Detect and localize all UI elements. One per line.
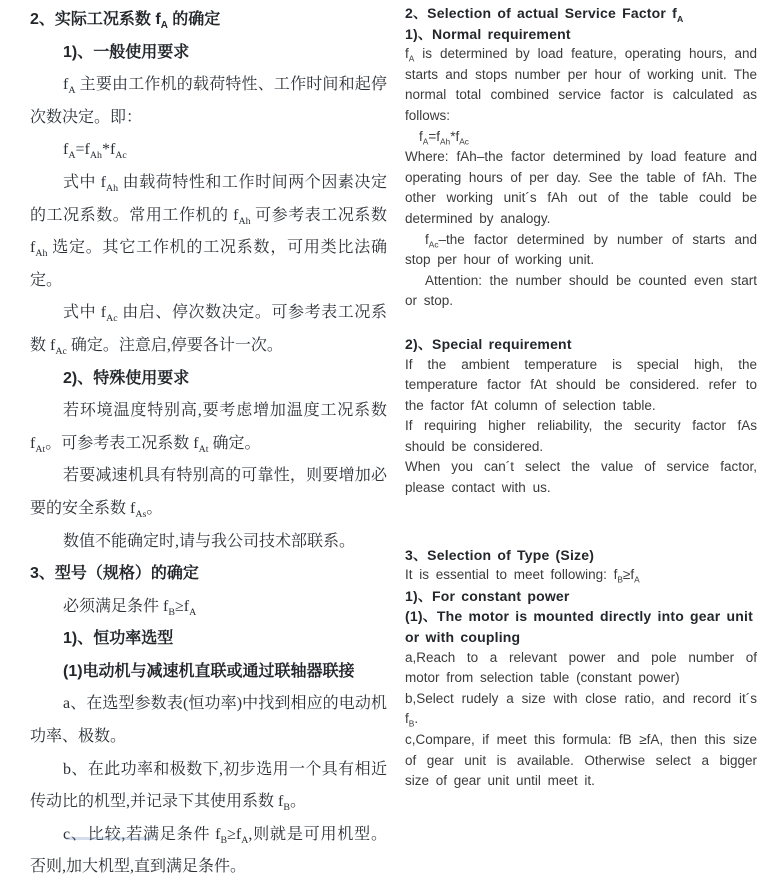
paragraph: 若要减速机具有特别高的可靠性，则要增加必要的安全系数 $f_{As}$。 <box>30 467 387 521</box>
paragraph: a,Reach to a relevant power and pole number of motor from selection table (constant power) <box>405 649 757 686</box>
paragraph: When you can´t select the value of service factor, please contact with us. <box>405 459 757 496</box>
paragraph: $f_A$ is determined by load feature, operating hours, and starts and stops number per hour of working unit. The normal total combined service factor is calculated as follows: <box>405 46 757 123</box>
paragraph: If requiring higher reliability, the security factor fAs should be considered. <box>405 418 757 454</box>
paragraph: Where: fAh–the factor determined by load feature and operating hours of per day. See the table of fAh. The other working unit´s fAh out of the table could be determined by analogy. <box>405 149 757 226</box>
paragraph: $f_{Ac}$–the factor determined by number of starts and stop per hour of working unit. <box>405 231 757 268</box>
paragraph: If the ambient temperature is special high, the temperature factor fAt should be considered. refer to the factor fAt column of selection table. <box>405 356 757 413</box>
paragraph: Attention: the number should be counted even start or stop. <box>405 272 757 309</box>
paragraph: 若环境温度特别高,要考虑增加温度工况系数 $f_{At}$。可参考表工况系数 $f_{At}$ 确定。 <box>30 402 387 455</box>
subsection-heading: (1)、The motor is mounted directly into gear unit or with coupling <box>405 608 753 646</box>
paragraph: It is essential to meet following: $f_B\ge f_A$ <box>405 567 640 585</box>
subsection-heading: 2)、Special requirement <box>405 335 572 352</box>
subsection-heading: 1)、恒功率选型 <box>63 630 174 648</box>
formula-line: $f_A=f_{Ah}*f_{Ac}$ <box>419 128 469 147</box>
subsection-heading: (1)电动机与减速机直联或通过联轴器联接 <box>63 662 355 680</box>
subsection-heading: 1)、Normal requirement <box>405 25 571 42</box>
paragraph: c,Compare, if meet this formula: fB ≥fA, then this size of gear unit is available. Otherwise select a bigger size of gear unit until meet it. <box>405 732 757 789</box>
paragraph: $f_A$ 主要由工作机的载荷特性、工作时间和起停次数决定。即： <box>30 76 387 126</box>
paragraph: 式中 $f_{Ah}$ 由载荷特性和工作时间两个因素决定的工况系数。常用工作机的 $f_{Ah}$ 可参考表工况系数 $f_{Ah}$ 选定。其它工作机的工况系数，可用类比法确定。 <box>30 173 387 289</box>
section-heading: 2、实际工况系数 $f_A$ 的确定 <box>30 11 221 32</box>
subsection-heading: 1)、For constant power <box>405 587 570 604</box>
paragraph: 式中 $f_{Ac}$ 由启、停次数决定。可参考表工况系数 $f_{Ac}$ 确定。注意启,停要各计一次。 <box>30 304 387 358</box>
subsection-heading: 2)、特殊使用要求 <box>63 369 190 387</box>
paragraph: b,Select rudely a size with close ratio, and record it´s $f_B$. <box>405 690 757 730</box>
paragraph: 必须满足条件 $f_B\ge f_A$ <box>63 597 197 618</box>
formula-line: $f_A=f_{Ah}*f_{Ac}$ <box>63 141 127 162</box>
section-heading: 3、型号（规格）的确定 <box>30 565 199 583</box>
paragraph: a、在选型参数表(恒功率)中找到相应的电动机功率、极数。 <box>30 695 387 746</box>
section-heading: 3、Selection of Type (Size) <box>405 546 595 563</box>
paragraph: b、在此功率和极数下,初步选用一个具有相近传动比的机型,并记录下其使用系数 $f_B$。 <box>30 760 387 814</box>
subsection-heading: 1)、一般使用要求 <box>63 43 190 61</box>
section-heading: 2、Selection of actual Service Factor $f_A$ <box>405 5 684 24</box>
paragraph: 数值不能确定时,请与我公司技术部联系。 <box>63 532 356 550</box>
next-table-edge <box>66 837 154 840</box>
english-column <box>405 3 757 792</box>
paragraph: c、比较,若满足条件 $f_B\ge f_A$,则就是可用机型。否则,加大机型,直到满足条件。 <box>30 825 387 876</box>
chinese-column <box>30 4 387 884</box>
